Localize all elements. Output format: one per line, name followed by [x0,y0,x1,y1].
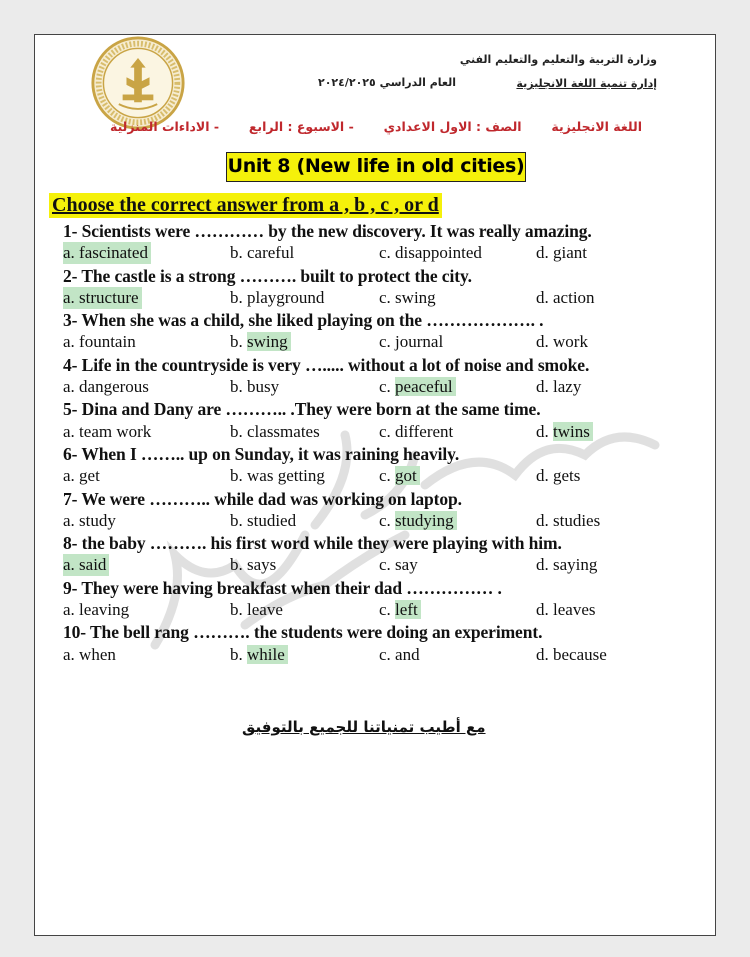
option-letter: d. [536,243,549,263]
meta-grade: الصف : الاول الاعدادي [383,119,522,134]
option-2-d[interactable] [536,287,595,309]
option-letter: a. [63,377,75,397]
option-word: different [395,421,454,441]
option-letter: c. [379,243,391,263]
question-9: 9- They were having breakfast when their dad …………… . [63,577,502,598]
option-1-a[interactable] [63,242,151,264]
option-letter: b. [230,510,243,530]
option-word: action [553,287,595,307]
option-letter: a. [63,243,75,263]
option-word: dangerous [79,377,149,397]
option-1-c[interactable] [379,242,482,264]
option-word-highlighted: got [395,466,420,485]
option-5-c[interactable] [379,421,453,443]
closing-message: مع أطيب تمنياتنا للجميع بالتوفيق [242,718,486,736]
option-letter: c. [379,644,391,664]
option-letter: c. [379,287,391,307]
option-9-b[interactable] [230,599,283,621]
option-word: says [247,555,277,575]
option-3-c[interactable] [379,331,443,353]
option-letter: d. [536,377,549,397]
option-5-d[interactable] [536,421,593,443]
option-word: leaves [553,600,596,620]
options-row-6 [63,465,703,487]
option-4-d[interactable] [536,376,581,398]
option-letter: a. [63,600,75,620]
option-word: leaving [79,600,130,620]
question-1: 1- Scientists were ………… by the new discovery. It was really amazing. [63,221,592,241]
option-letter: b. [230,466,243,486]
option-letter: c. [379,600,391,620]
meta-row [110,119,642,139]
option-4-a[interactable] [63,376,149,398]
option-7-a[interactable] [63,510,116,532]
options-row-7 [63,510,703,532]
options-row-10 [63,644,703,666]
options-row-8 [63,554,703,576]
option-letter: b. [230,555,243,575]
option-letter: b. [230,600,243,620]
option-word: and [395,644,420,664]
option-word: giant [553,243,587,263]
option-letter: b. [230,377,243,397]
option-word-highlighted: fascinated [79,243,148,263]
option-word-highlighted: left [395,600,421,619]
academic-year: العام الدراسي ٢٠٢٤/٢٠٢٥ [318,76,456,89]
option-word: say [395,555,418,575]
worksheet-page [34,34,716,936]
option-7-c[interactable] [379,510,457,532]
option-6-c[interactable] [379,465,420,487]
option-word-highlighted: studying [395,511,457,530]
instruction: Choose the correct answer from a , b , c , or d [49,193,442,218]
option-1-b[interactable] [230,242,294,264]
meta-subject: اللغة الانجليزية [551,119,642,134]
option-letter: c. [379,466,391,486]
question-7: 7- We were ……….. while dad was working on laptop. [63,488,462,509]
options-row-9 [63,599,703,621]
option-8-d[interactable] [536,554,597,576]
question-6: 6- When I …….. up on Sunday, it was raining heavily. [63,443,460,464]
option-2-c[interactable] [379,287,436,309]
options-row-4 [63,376,703,398]
option-letter: d. [536,510,549,530]
option-letter: d. [536,644,549,664]
option-word: lazy [553,377,582,397]
option-3-a[interactable] [63,331,136,353]
meta-type: - الاداءات المنزلية [110,119,220,134]
option-word-highlighted: said [79,555,107,575]
option-8-b[interactable] [230,554,276,576]
option-word: get [79,466,100,486]
ministry-name: وزارة التربية والتعليم والتعليم الفني [459,53,657,66]
option-6-a[interactable] [63,465,100,487]
option-letter: a. [63,555,75,575]
option-word: busy [247,377,280,397]
question-10: 10- The bell rang ………. the students were doing an experiment. [63,622,543,643]
option-7-b[interactable] [230,510,296,532]
question-3: 3- When she was a child, she liked playing on the ………………. . [63,310,544,331]
option-9-d[interactable] [536,599,595,621]
option-4-c[interactable] [379,376,456,398]
option-letter: c. [379,510,391,530]
option-word: gets [553,466,581,486]
option-letter: a. [63,421,75,441]
option-letter: b. [230,644,243,664]
option-letter: b. [230,243,243,263]
option-3-b[interactable] [230,331,291,353]
option-8-a[interactable] [63,554,109,576]
option-9-c[interactable] [379,599,421,621]
option-2-a[interactable] [63,287,142,309]
option-10-a[interactable] [63,644,116,666]
option-letter: d. [536,555,549,575]
option-10-d[interactable] [536,644,607,666]
unit-title: Unit 8 (New life in old cities) [226,152,526,182]
option-3-d[interactable] [536,331,588,353]
option-letter: a. [63,644,75,664]
option-word: studied [247,510,297,530]
option-letter: a. [63,332,75,352]
option-letter: d. [536,332,549,352]
question-8: 8- the baby ………. his first word while they were playing with him. [63,533,562,554]
option-7-d[interactable] [536,510,600,532]
option-2-b[interactable] [230,287,324,309]
directorate-name: إدارة تنمية اللغة الانجليزية [516,77,657,90]
option-letter: d. [536,287,549,307]
option-word-highlighted: structure [79,287,139,307]
option-word-highlighted: twins [553,422,593,441]
options-row-3 [63,331,703,353]
option-5-a[interactable] [63,421,151,443]
option-word-highlighted: peaceful [395,377,456,396]
option-word: studies [553,510,601,530]
options-row-1 [63,242,703,264]
option-9-a[interactable] [63,599,129,621]
option-8-c[interactable] [379,554,418,576]
option-word: classmates [247,421,320,441]
option-letter: d. [536,421,549,441]
option-letter: a. [63,466,75,486]
options-row-5 [63,421,703,443]
option-word: work [553,332,588,352]
question-4: 4- Life in the countryside is very …..... without a lot of noise and smoke. [63,354,590,375]
option-word: disappointed [395,243,482,263]
option-letter: c. [379,332,391,352]
option-letter: b. [230,332,243,352]
option-10-c[interactable] [379,644,420,666]
option-word: journal [395,332,444,352]
option-6-d[interactable] [536,465,580,487]
option-letter: a. [63,287,75,307]
option-letter: b. [230,421,243,441]
option-word: swing [395,287,436,307]
option-letter: a. [63,510,75,530]
option-5-b[interactable] [230,421,320,443]
option-word: leave [247,600,283,620]
option-letter: c. [379,555,391,575]
option-letter: c. [379,421,391,441]
option-6-b[interactable] [230,465,325,487]
meta-week: - الاسبوع : الرابع [248,119,354,134]
option-word-highlighted: swing [247,332,291,351]
option-word: study [79,510,116,530]
question-5: 5- Dina and Dany are ……….. .They were born at the same time. [63,399,541,420]
option-word: saying [553,555,598,575]
option-letter: b. [230,287,243,307]
option-letter: d. [536,466,549,486]
option-letter: d. [536,600,549,620]
option-word-highlighted: while [247,645,288,664]
option-word: careful [247,243,295,263]
ministry-seal-icon [90,35,186,131]
option-letter: c. [379,377,391,397]
option-4-b[interactable] [230,376,279,398]
question-list [63,220,703,666]
option-word: fountain [79,332,136,352]
question-2: 2- The castle is a strong ………. built to protect the city. [63,265,472,286]
options-row-2 [63,287,703,309]
option-1-d[interactable] [536,242,587,264]
option-10-b[interactable] [230,644,288,666]
option-word: playground [247,287,325,307]
option-word: because [553,644,607,664]
option-word: team work [79,421,152,441]
option-word: when [79,644,116,664]
option-word: was getting [247,466,325,486]
